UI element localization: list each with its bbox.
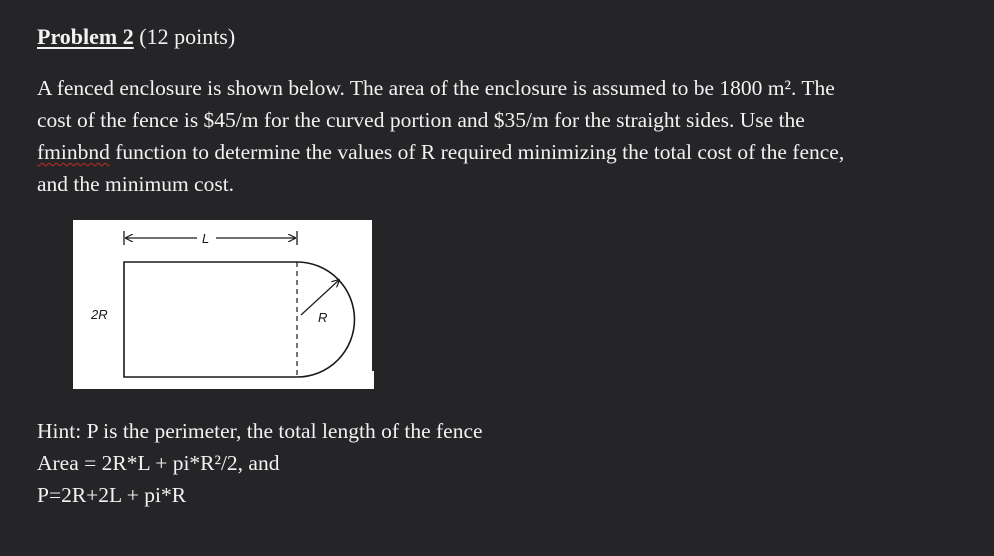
- problem-number: Problem 2: [37, 24, 134, 49]
- description-line-4: and the minimum cost.: [37, 172, 235, 196]
- hint-line-1: Hint: P is the perimeter, the total length of the fence: [37, 419, 483, 443]
- enclosure-figure: [73, 220, 372, 389]
- figure-edge-mark: [372, 371, 374, 389]
- enclosure-diagram: [73, 220, 372, 389]
- description-line-3: [37, 136, 957, 168]
- problem-description: [37, 72, 957, 200]
- problem-points: (12 points): [133, 24, 236, 49]
- description-line-2: cost of the fence is $45/m for the curved portion and $35/m for the straight sides. Use the: [37, 108, 805, 132]
- fminbnd-keyword: fminbnd: [37, 140, 110, 164]
- problem-title: [37, 22, 235, 52]
- rectangle-outline: [124, 262, 297, 377]
- hint-area-formula: Area = 2R*L + pi*R²/2, and: [37, 451, 280, 475]
- height-label: 2R: [91, 307, 108, 322]
- description-line-1: A fenced enclosure is shown below. The area of the enclosure is assumed to be 1800 m². The: [37, 76, 835, 100]
- length-label: L: [202, 231, 210, 246]
- radius-label: R: [318, 310, 328, 325]
- hint-block: [37, 415, 483, 511]
- hint-perimeter-formula: P=2R+2L + pi*R: [37, 483, 187, 507]
- description-line-3-rest: function to determine the values of R required minimizing the total cost of the fence,: [109, 140, 845, 164]
